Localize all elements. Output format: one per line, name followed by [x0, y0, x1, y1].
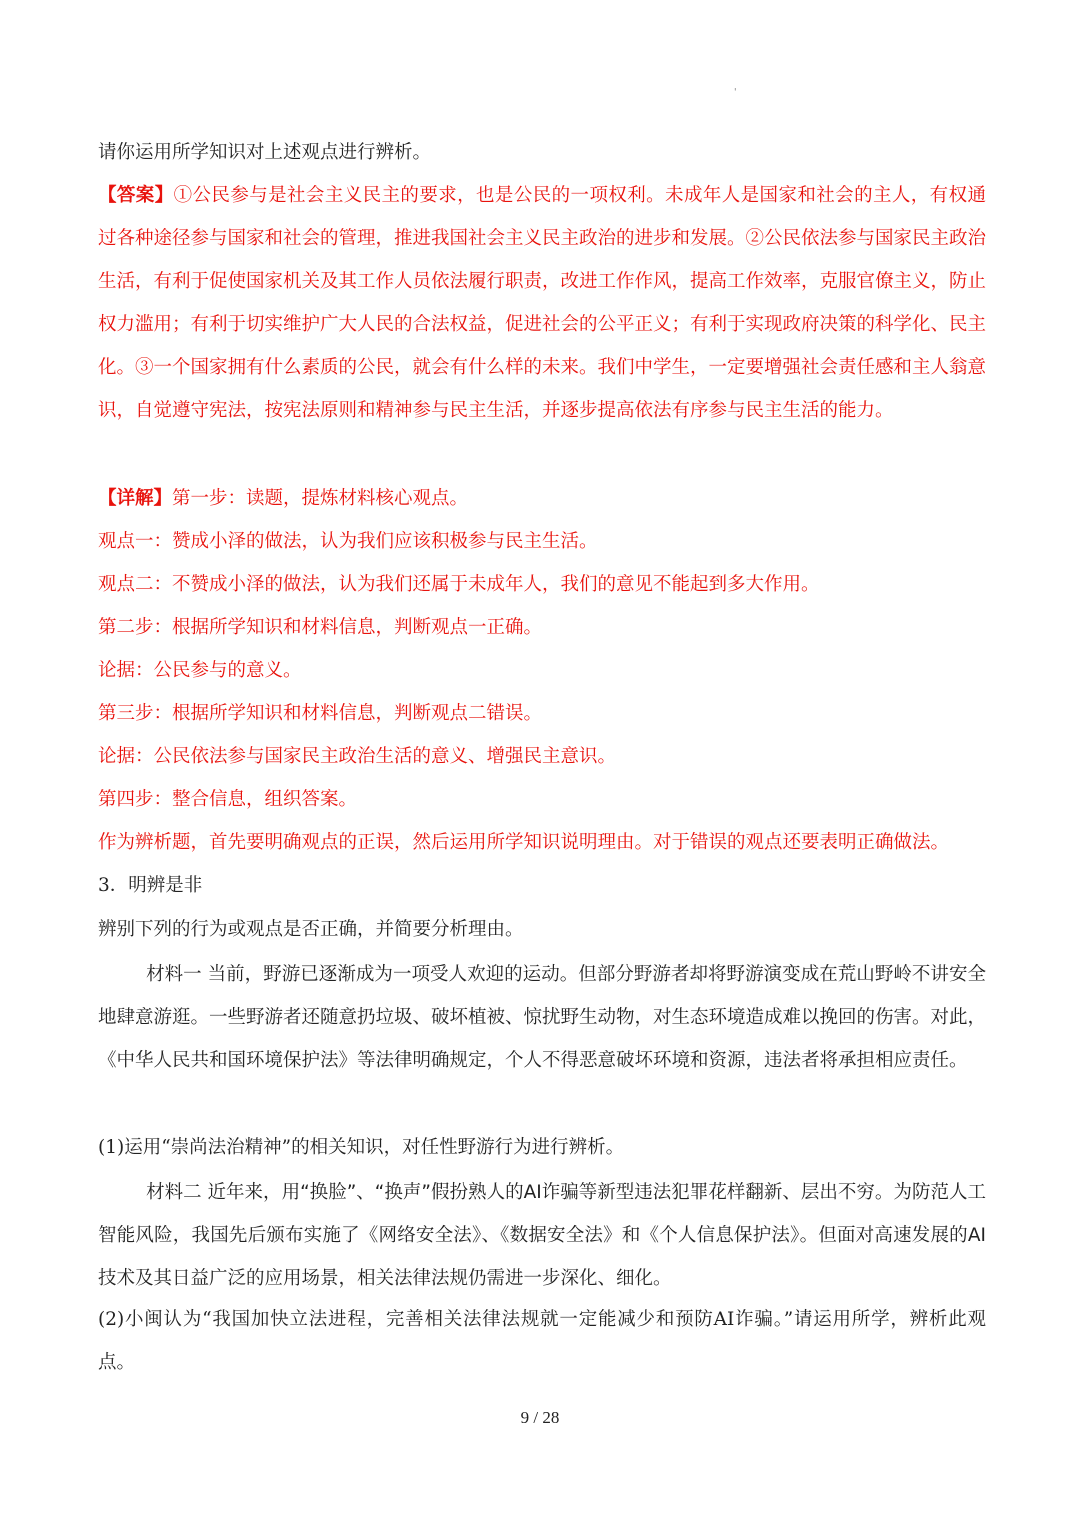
sub-question-2: (2)小闽认为“我国加快立法进程，完善相关法律法规就一定能减少和预防AI诈骗。”请运用所学，辨析此观点。 — [98, 1309, 986, 1373]
detail-line: 观点二：不赞成小泽的做法，认为我们还属于未成年人，我们的意见不能起到多大作用。 — [98, 574, 820, 595]
detail-first-step: 第一步：读题，提炼材料核心观点。 — [172, 488, 469, 509]
question-heading: 3．明辨是非 — [98, 875, 203, 896]
page-number: 9 / 28 — [520, 1408, 560, 1427]
header-mark: ' — [734, 88, 737, 98]
answer-paragraph — [98, 174, 986, 432]
detail-label: 【详解】 — [98, 488, 173, 509]
sub-question-1: (1)运用“崇尚法治精神”的相关知识，对任性野游行为进行辨析。 — [98, 1137, 625, 1158]
material-one: 材料一 当前，野游已逐渐成为一项受人欢迎的运动。但部分野游者却将野游演变成在荒山野岭不讲安全地肆意游逛。一些野游者还随意扔垃圾、破坏植被、惊扰野生动物，对生态环境造成难以挽回的伤害。对此，《中华人民共和国环境保护法》等法律明确规定，个人不得恶意破坏环境和资源，违法者将承担相应责任。 — [98, 964, 987, 1071]
detail-step-one — [98, 477, 986, 520]
question-instruction: 辨别下列的行为或观点是否正确，并简要分析理由。 — [98, 919, 524, 940]
material-two: 材料二 近年来，用“换脸”、“换声”假扮熟人的AI诈骗等新型违法犯罪花样翻新、层出不穷。为防范人工智能风险，我国先后颁布实施了《网络安全法》、《数据安全法》和《个人信息保护法》。但面对高速发展的AI技术及其日益广泛的应用场景，相关法律法规仍需进一步深化、细化。 — [98, 1182, 986, 1289]
intro-question: 请你运用所学知识对上述观点进行辨析。 — [98, 142, 432, 163]
answer-text: ①公民参与是社会主义民主的要求，也是公民的一项权利。未成年人是国家和社会的主人，有权通过各种途径参与国家和社会的管理，推进我国社会主义民主政治的进步和发展。②公民依法参与国家民主政治生活，有利于促使国家机关及其工作人员依法履行职责，改进工作作风，提高工作效率，克服官僚主义，防止权力滥用；有利于切实维护广大人民的合法权益，促进社会的公平正义；有利于实现政府决策的科学化、民主化。③一个国家拥有什么素质的公民，就会有什么样的未来。我们中学生，一定要增强社会责任感和主人翁意识，自觉遵守宪法，按宪法原则和精神参与民主生活，并逐步提高依法有序参与民主生活的能力。 — [98, 185, 987, 421]
detail-line: 作为辨析题，首先要明确观点的正误，然后运用所学知识说明理由。对于错误的观点还要表明正确做法。 — [98, 832, 950, 853]
detail-line: 论据：公民依法参与国家民主政治生活的意义、增强民主意识。 — [98, 746, 617, 767]
detail-line: 第四步：整合信息，组织答案。 — [98, 789, 358, 810]
detail-line: 第三步：根据所学知识和材料信息，判断观点二错误。 — [98, 703, 543, 724]
answer-label: 【答案】 — [98, 185, 174, 206]
detail-line: 观点一：赞成小泽的做法，认为我们应该积极参与民主生活。 — [98, 531, 598, 552]
detail-line: 论据：公民参与的意义。 — [98, 660, 302, 681]
detail-line: 第二步：根据所学知识和材料信息，判断观点一正确。 — [98, 617, 543, 638]
